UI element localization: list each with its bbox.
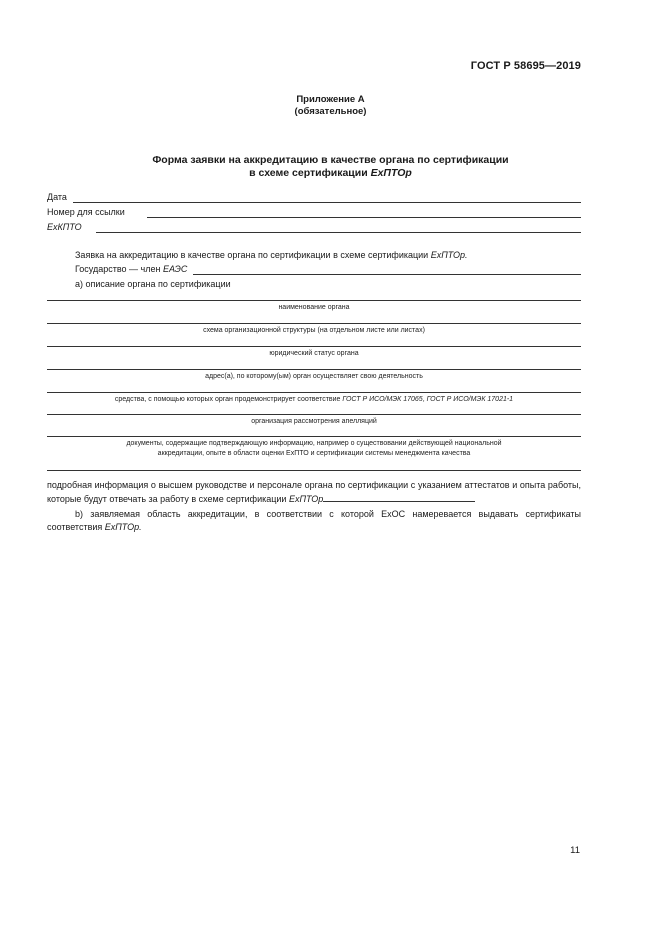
- form-title: [0, 154, 661, 180]
- standard-id: ГОСТ Р 58695—2019: [470, 60, 581, 72]
- item-b-paragraph: [47, 508, 581, 534]
- state-label: [75, 264, 193, 275]
- date-field[interactable]: [73, 193, 581, 203]
- management-paragraph: [47, 479, 581, 506]
- item-a: а) описание органа по сертификации: [75, 279, 231, 289]
- caption-supporting-docs-line2: аккредитации, опыте в области оценки ExПТО и сертификации системы менеджмента качества: [157, 450, 471, 457]
- address-line[interactable]: [47, 369, 581, 370]
- caption-conformity-prefix: средства, с помощью которых орган продемонстрирует соответствие: [114, 396, 343, 403]
- state-label-prefix: Государство — член: [75, 264, 163, 274]
- legal-status-line[interactable]: [47, 346, 581, 347]
- caption-supporting-docs-line1: документы, содержащие подтверждающую информацию, например о существовании действующей национальной: [126, 440, 502, 447]
- caption-address: адрес(а), по которому(ым) орган осуществляет свою деятельность: [205, 373, 423, 380]
- form-title-scheme: ExПТОр: [370, 167, 412, 179]
- application-text: Заявка на аккредитацию в качестве органа по сертификации в схеме сертификации: [75, 250, 431, 260]
- org-structure-line[interactable]: [47, 323, 581, 324]
- management-scheme: ExПТОр: [288, 494, 324, 504]
- application-scheme: ExПТОр.: [430, 250, 468, 260]
- caption-std-17065: ГОСТ Р ИСО/МЭК 17065: [342, 396, 423, 403]
- exkpto-label: ExКПТО: [47, 222, 82, 232]
- annex-heading: [0, 94, 661, 118]
- application-line: [75, 250, 468, 261]
- supporting-docs-line[interactable]: [47, 436, 581, 437]
- ref-number-label: Номер для ссылки: [47, 207, 125, 217]
- caption-appeals: организация рассмотрения апелляций: [251, 418, 377, 425]
- exkpto-field-row: [47, 222, 581, 233]
- annex-title: Приложение А: [296, 94, 365, 105]
- state-field-row: [75, 264, 581, 275]
- form-title-line2: [0, 167, 661, 180]
- caption-org-name: наименование органа: [278, 304, 350, 311]
- date-field-row: [47, 192, 581, 203]
- appeals-line[interactable]: [47, 414, 581, 415]
- management-field[interactable]: [323, 492, 475, 502]
- item-b-text: b) заявляемая область аккредитации, в соответствии с которой ExОС намеревается выдавать сертификаты соответствия: [47, 509, 581, 532]
- state-label-union: ЕАЭС: [162, 264, 188, 274]
- management-line-top[interactable]: [47, 470, 581, 471]
- ref-number-field-row: [47, 207, 581, 218]
- caption-org-structure: схема организационной структуры (на отдельном листе или листах): [203, 327, 425, 334]
- form-title-line1: Форма заявки на аккредитацию в качестве органа по сертификации: [152, 154, 509, 166]
- annex-subtitle: (обязательное): [294, 106, 367, 117]
- date-label: Дата: [47, 192, 67, 202]
- caption-supporting-docs: [47, 439, 581, 459]
- state-field[interactable]: [193, 265, 581, 275]
- item-b-scheme: ExПТОр.: [104, 522, 142, 532]
- conformity-means-line[interactable]: [47, 392, 581, 393]
- form-title-line2-prefix: в схеме сертификации: [249, 167, 371, 179]
- management-text: подробная информация о высшем руководстве и персонале органа по сертификации с указанием аттестатов и опыта работы, которые будут отвечать за работу в схеме сертификации: [47, 480, 581, 504]
- org-name-line[interactable]: [47, 300, 581, 301]
- caption-std-17021: ГОСТ Р ИСО/МЭК 17021-1: [426, 396, 514, 403]
- exkpto-field[interactable]: [96, 223, 581, 233]
- ref-number-field[interactable]: [147, 208, 581, 218]
- page-number: 11: [570, 845, 580, 856]
- caption-legal-status: юридический статус органа: [269, 350, 359, 357]
- caption-conformity-means: [47, 395, 581, 405]
- caption-std-separator: ,: [422, 396, 427, 403]
